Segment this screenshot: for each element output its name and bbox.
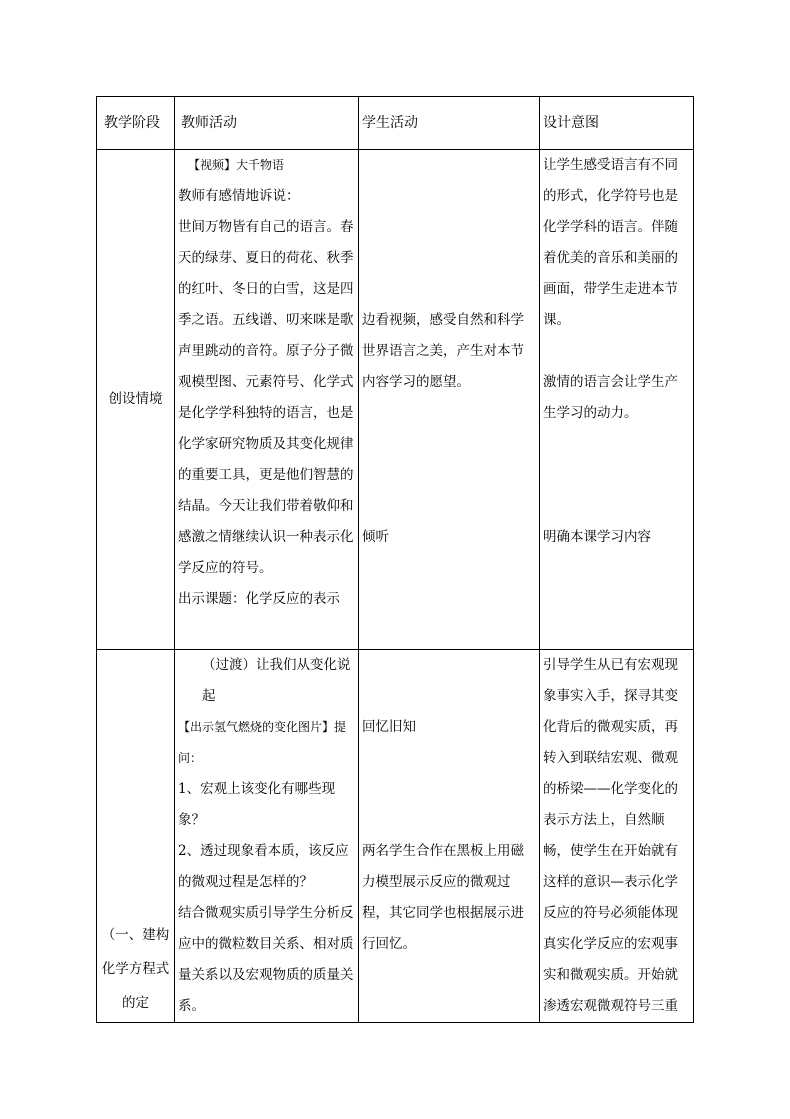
design-intent-cell: [540, 650, 694, 1023]
intent-text: 激情的语言会让学生产生学习的动力。: [543, 374, 678, 421]
student-text: 两名学生合作在黑板上用磁力模型展示反应的微观过程，其它同学也根据展示进行回忆。: [362, 843, 524, 952]
stage-cell: （一、建构化学方程式的定: [97, 650, 175, 1023]
stage-cell: 创设情境: [97, 150, 175, 650]
design-intent-cell: [540, 150, 694, 650]
lesson-plan-table: [96, 96, 694, 1023]
header-intent: 设计意图: [540, 97, 694, 150]
teacher-text: （过渡）让我们从变化说起: [202, 657, 351, 704]
teacher-text: 1、宏观上该变化有哪些现象？: [178, 781, 336, 828]
student-text: 回忆旧知: [362, 719, 416, 735]
teacher-text: 【出示氢气燃烧的变化图片】提问：: [178, 720, 347, 765]
teacher-text: 世间万物皆有自己的语言。春天的绿芽、夏日的荷花、秋季的红叶、冬日的白雪，这是四季之语。五线谱、叨来咪是歌声里跳动的音符。原子分子微观模型图、元素符号、化学式是化学学科独特的语言，也是化学家研究物质及其变化规律的重要工具，更是他们智慧的结晶。今天让我们带着敬仰和感激之情继续认识一种表示化学反应的符号。: [178, 219, 354, 576]
header-teacher: 教师活动: [175, 97, 359, 150]
teacher-text: 出示课题：化学反应的表示: [178, 591, 340, 607]
teacher-activity-cell: [175, 650, 359, 1023]
teacher-activity-cell: [175, 150, 359, 650]
student-activity-cell: [359, 650, 540, 1023]
table-header-row: [97, 97, 694, 150]
teacher-text: 2、透过现象看本质，该反应的微观过程是怎样的？: [178, 843, 349, 890]
intent-text: 引导学生从已有宏观现象事实入手，探寻其变化背后的微观实质，再转入到联结宏观、微观的桥梁——化学变化的表示方法上，自然顺畅，使学生在开始就有这样的意识—表示化学反应的符号必须能体现真实化学反应的宏观事实和微观实质。开始就渗透宏观微观符号三重: [543, 657, 678, 1014]
intent-text: 让学生感受语言有不同的形式，化学符号也是化学学科的语言。伴随着优美的音乐和美丽的画面，带学生走进本节课。: [543, 157, 678, 328]
table-row: [97, 650, 694, 1023]
student-text: 倾听: [362, 529, 389, 545]
header-stage: 教学阶段: [97, 97, 175, 150]
header-student: 学生活动: [359, 97, 540, 150]
student-activity-cell: [359, 150, 540, 650]
table-row: [97, 150, 694, 650]
student-text: 边看视频，感受自然和科学世界语言之美，产生对本节内容学习的愿望。: [362, 312, 524, 390]
intent-text: 明确本课学习内容: [543, 529, 651, 545]
teacher-text: 【视频】大千物语: [188, 158, 285, 172]
teacher-text: 结合微观实质引导学生分析反应中的微粒数目关系、相对质量关系以及宏观物质的质量关系。: [178, 905, 354, 1014]
teacher-text: 教师有感情地诉说：: [178, 188, 300, 204]
